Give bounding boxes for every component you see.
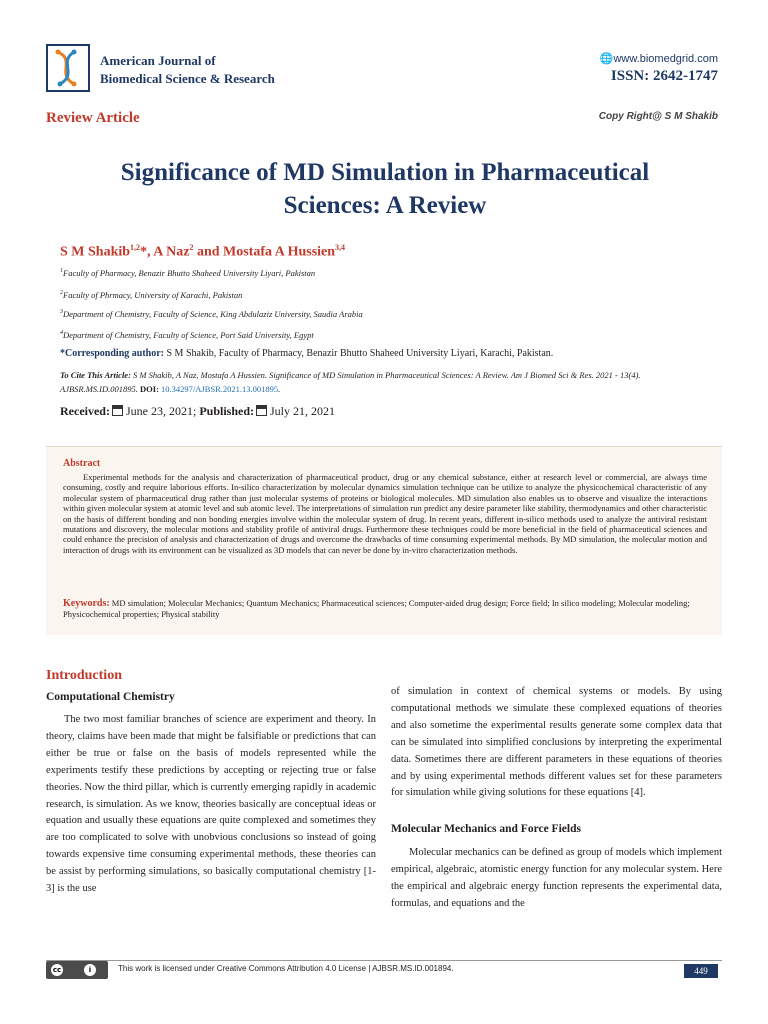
calendar-icon <box>256 405 267 416</box>
license-text: This work is licensed under Creative Commons Attribution 4.0 License | AJBSR.MS.ID.001894. <box>118 964 454 973</box>
received-date: June 23, 2021; <box>125 404 197 418</box>
copyright: Copy Right@ S M Shakib <box>598 111 718 122</box>
attribution-icon: i <box>84 964 96 976</box>
affiliation-num: 3 <box>60 309 63 316</box>
affiliation-text: Faculty of Phrmacy, University of Karachi, Pakistan <box>63 290 243 300</box>
website-text: www.biomedgrid.com <box>613 53 718 65</box>
issn: ISSN: 2642-1747 <box>610 68 718 84</box>
cc-icon: cc <box>52 966 62 974</box>
affiliation-num: 1 <box>60 268 63 275</box>
journal-logo-icon <box>46 44 90 92</box>
right-column-paragraph-1: of simulation in context of chemical systems or models. By using computational methods we simulate these complexed equations of theories and also sometime the experimental results generate some complex data that can be simulated into simplified conclusions by interpreting the experimental data. Sometimes there are different parameters in these equations of theories and by using experimental methods different values set for these parameters for simulation while giving solutions for these equations [4]. <box>391 686 722 799</box>
article-title <box>80 156 690 222</box>
cc-license-badge[interactable] <box>46 961 108 979</box>
doi-link[interactable]: 10.34297/AJBSR.2021.13.001895 <box>161 384 279 394</box>
globe-icon: 🌐 <box>599 53 614 65</box>
keywords-label: Keywords: <box>63 598 110 609</box>
affiliation-num: 2 <box>60 290 63 297</box>
calendar-icon <box>112 405 123 416</box>
author-3-sup: 3,4 <box>335 243 346 252</box>
title-line2: Sciences: A Review <box>283 192 487 219</box>
author-1-suffix: *, <box>140 244 154 260</box>
corresponding-text: S M Shakib, Faculty of Pharmacy, Benazir Bhutto Shaheed University Liyari, Karachi, Pakistan. <box>164 348 554 359</box>
abstract-text: Experimental methods for the analysis and characterization of pharmaceutical product, drug or any chemical substance, either at research level or commercial, are always time consuming, costly and require laborious efforts. In-silico characterization by molecular dynamics simulation technique can be utilize to analyze the physicochemical characteristic of any molecular system of pharmaceutical drug rather than just molecular systems of proteins or biological molecules. MD simulation also enables us to observe and visualize the interactions within given molecular system at atomic level and sub atomic level. The interpretations of simulation run predict any desire parameter like stability, thermodynamics and other characteristic on the basis of different bonding and non bonding energies involve within the molecular system of drug. In recent years, different in-silico methods used to analyze the antiviral resistant mutations and discovery, the molecular motions and stability profile of antiviral drugs. Furthermore these techniques could be more beneficial in the field of pharmaceutical sciences and could enhance the precision of analysis and characterization of drugs and overcome the drawbacks of time consuming experimental methods. By MD simulation, the molecular motion and interaction of drugs with its environment can be visualized as 3D models that can never be done by in-vitro characterization methods. <box>63 472 707 555</box>
affiliation-text: Department of Chemistry, Faculty of Science, King Abdulaziz University, Saudia Arabia <box>63 309 363 319</box>
corresponding-label: *Corresponding author: <box>60 348 164 359</box>
affiliation-text: Department of Chemistry, Faculty of Science, Port Said University, Egypt <box>63 330 314 340</box>
right-column-paragraph-2: Molecular mechanics can be defined as group of models which implement empirical, algebraic, atomistic energy function for any molecular system. Here the empirical and algebraic energy function represents the experimental data, formulas, and equations and the <box>391 847 722 909</box>
author-2: A Naz <box>153 244 190 260</box>
website-link[interactable] <box>600 52 718 65</box>
citation <box>60 368 715 396</box>
footer-divider <box>46 960 722 961</box>
author-1-sup: 1,2 <box>130 243 141 252</box>
keywords <box>63 598 707 620</box>
page-number: 449 <box>684 964 718 978</box>
journal-name-line2: Biomedical Science & Research <box>100 71 275 86</box>
keywords-text: MD simulation; Molecular Mechanics; Quantum Mechanics; Pharmaceutical sciences; Computer-aided drug design; Force field; In silico modeling; Molecular modeling; Physicochemical properties; Physical stability <box>63 598 690 619</box>
section-heading: Introduction <box>46 668 122 683</box>
left-column-paragraph: The two most familiar branches of science are experiment and theory. In theory, claims have been made that might be falsifiable or predictions that can either be true or false on the basis of models represented while the experiments testify these predictions by accepting or rejecting true or false theories. Now the third pillar, which is currently emerging rapidly in academic research, is simulation. As we know, theories basically are conceptual ideas or equation and usually these equations are quite complexed and sometimes they are too complicated to solve with unobvious conclusions so instead of going towards expensive time consuming experimental methods, these theories can be assist by performing simulations, so basically computational chemistry [1-3] is the use <box>46 714 376 895</box>
journal-name <box>100 52 275 88</box>
journal-name-line1: American Journal of <box>100 53 216 68</box>
published-date: July 21, 2021 <box>270 404 336 418</box>
author-3: and Mostafa A Hussien <box>193 244 336 260</box>
abstract-heading: Abstract <box>63 458 101 469</box>
author-2-sup: 2 <box>189 243 194 252</box>
subsection-heading: Computational Chemistry <box>46 691 175 703</box>
cite-text: S M Shakib, A Naz, Mostafa A Hussien. Significance of MD Simulation in Pharmaceutical Sciences: A Review. Am J Biomed Sci & Res. 2021 - 13(4). AJBSR.MS.ID.001895. <box>60 370 641 394</box>
article-type: Review Article <box>46 110 140 126</box>
dates <box>60 404 335 419</box>
affiliation-text: Faculty of Pharmacy, Benazir Bhutto Shaheed University Liyari, Pakistan <box>63 268 316 278</box>
subsection-heading: Molecular Mechanics and Force Fields <box>391 823 581 835</box>
affiliation-3 <box>60 309 363 319</box>
title-line1: Significance of MD Simulation in Pharmaceutical <box>120 159 650 186</box>
affiliation-2 <box>60 290 242 300</box>
author-1: S M Shakib <box>60 244 131 260</box>
affiliation-1 <box>60 268 315 278</box>
corresponding-author <box>60 348 553 359</box>
cite-end: . <box>278 384 281 394</box>
cite-label: To Cite This Article: <box>60 370 131 380</box>
received-label: Received: <box>60 404 110 418</box>
affiliation-num: 4 <box>60 330 63 337</box>
affiliation-4 <box>60 330 314 340</box>
author-list <box>60 243 345 261</box>
doi-label: DOI: <box>140 384 162 394</box>
published-label: Published: <box>199 404 255 418</box>
